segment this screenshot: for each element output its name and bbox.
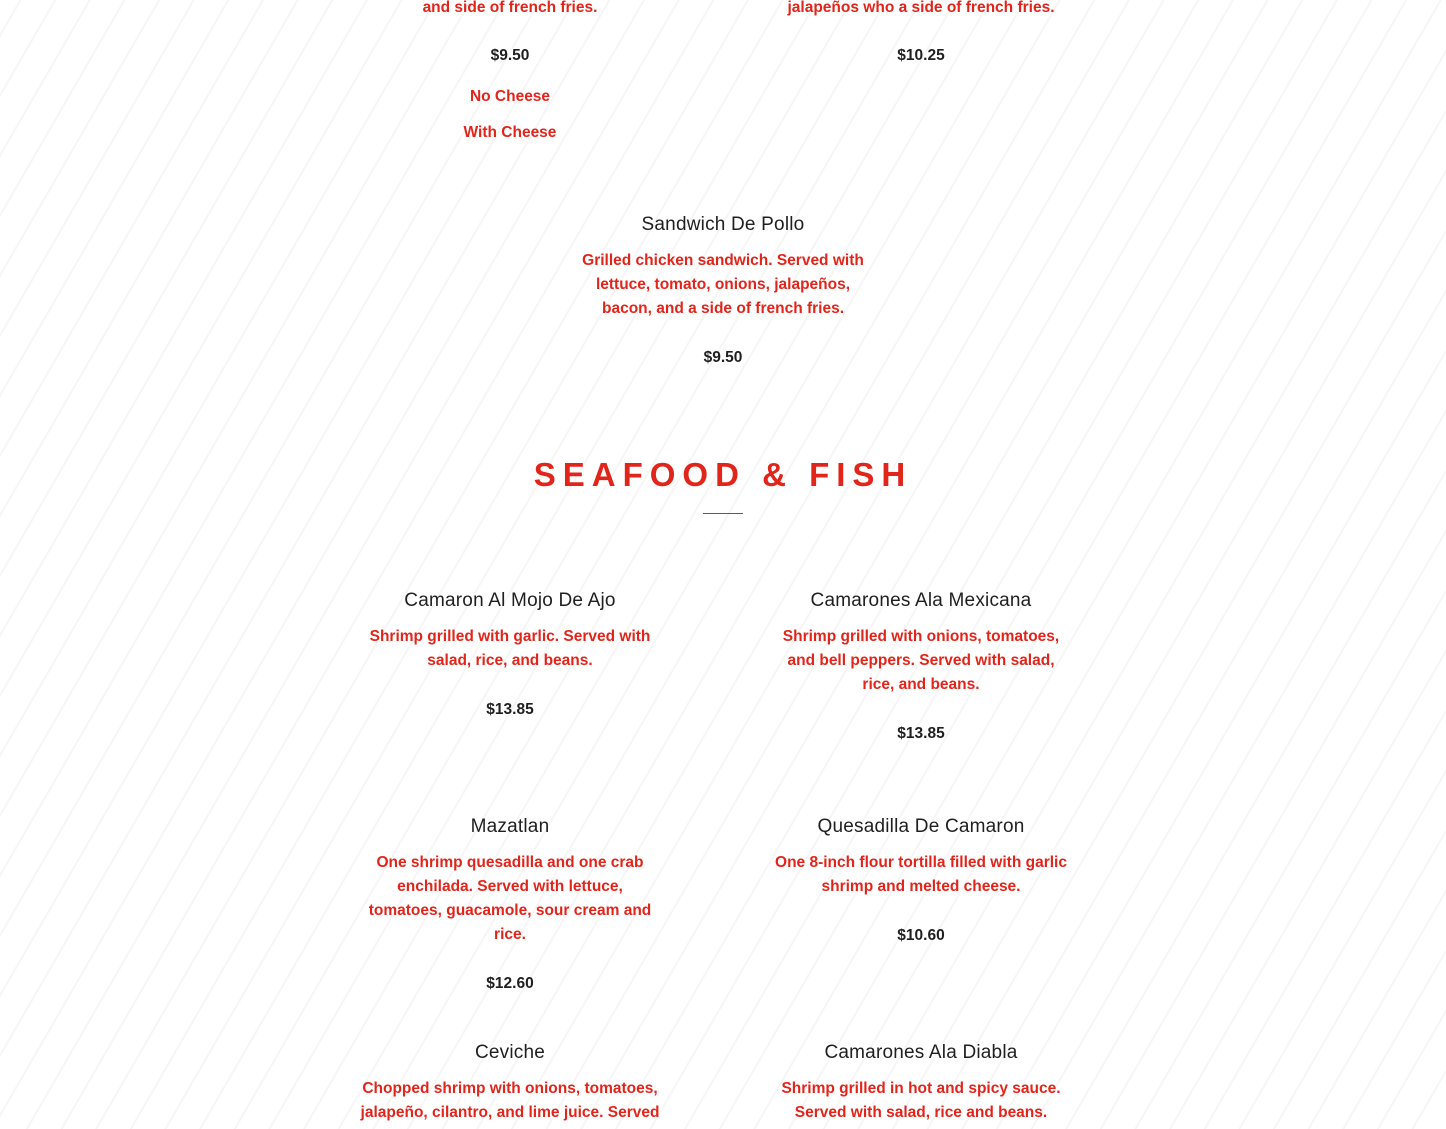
- item-description: Shrimp grilled with garlic. Served with salad, rice, and beans.: [369, 628, 651, 669]
- item-price: $10.60: [897, 927, 945, 944]
- left-item-description-tail: and side of french fries.: [422, 0, 598, 16]
- item-price: $12.60: [486, 975, 534, 992]
- item-name: Camarones Ala Diabla: [824, 1042, 1018, 1063]
- right-item-description-tail: jalapeños who a side of french fries.: [787, 0, 1055, 16]
- item-name: Mazatlan: [470, 816, 550, 837]
- item-description: Shrimp grilled with onions, tomatoes, and bell peppers. Served with salad, rice, and beans.: [782, 628, 1060, 693]
- menu-item: [360, 589, 660, 722]
- right-item-price: $10.25: [897, 47, 945, 64]
- menu-item: [771, 1041, 1071, 1125]
- item-name: Camaron Al Mojo De Ajo: [404, 590, 616, 611]
- item-name: Quesadilla De Camaron: [817, 816, 1025, 837]
- item-price: $13.85: [486, 701, 534, 718]
- item-name: Ceviche: [474, 1042, 546, 1063]
- item-name: Camarones Ala Mexicana: [810, 590, 1032, 611]
- left-item-price: $9.50: [490, 47, 530, 64]
- item-description: One shrimp quesadilla and one crab enchilada. Served with lettuce, tomatoes, guacamole, sour cream and rice.: [368, 854, 652, 943]
- item-description: Grilled chicken sandwich. Served with lettuce, tomato, onions, jalapeños, bacon, and a side of french fries.: [582, 252, 864, 317]
- menu-item-sandwich-de-pollo: [573, 213, 873, 370]
- item-price: $9.50: [703, 349, 743, 366]
- section-title: SEAFOOD & FISH: [533, 456, 913, 493]
- item-description: Chopped shrimp with onions, tomatoes, jalapeño, cilantro, and lime juice. Served: [360, 1080, 660, 1121]
- section-divider: [703, 513, 743, 514]
- menu-item: [360, 1041, 660, 1125]
- item-name: Sandwich De Pollo: [641, 214, 805, 235]
- menu-item: [360, 815, 660, 996]
- item-description: One 8-inch flour tortilla filled with garlic shrimp and melted cheese.: [775, 854, 1067, 895]
- menu-item: [771, 815, 1071, 948]
- option-with-cheese[interactable]: With Cheese: [463, 124, 557, 141]
- item-price: $13.85: [897, 725, 945, 742]
- menu-item: [771, 589, 1071, 746]
- item-description: Shrimp grilled in hot and spicy sauce. Served with salad, rice and beans.: [781, 1080, 1061, 1121]
- option-no-cheese[interactable]: No Cheese: [469, 88, 551, 105]
